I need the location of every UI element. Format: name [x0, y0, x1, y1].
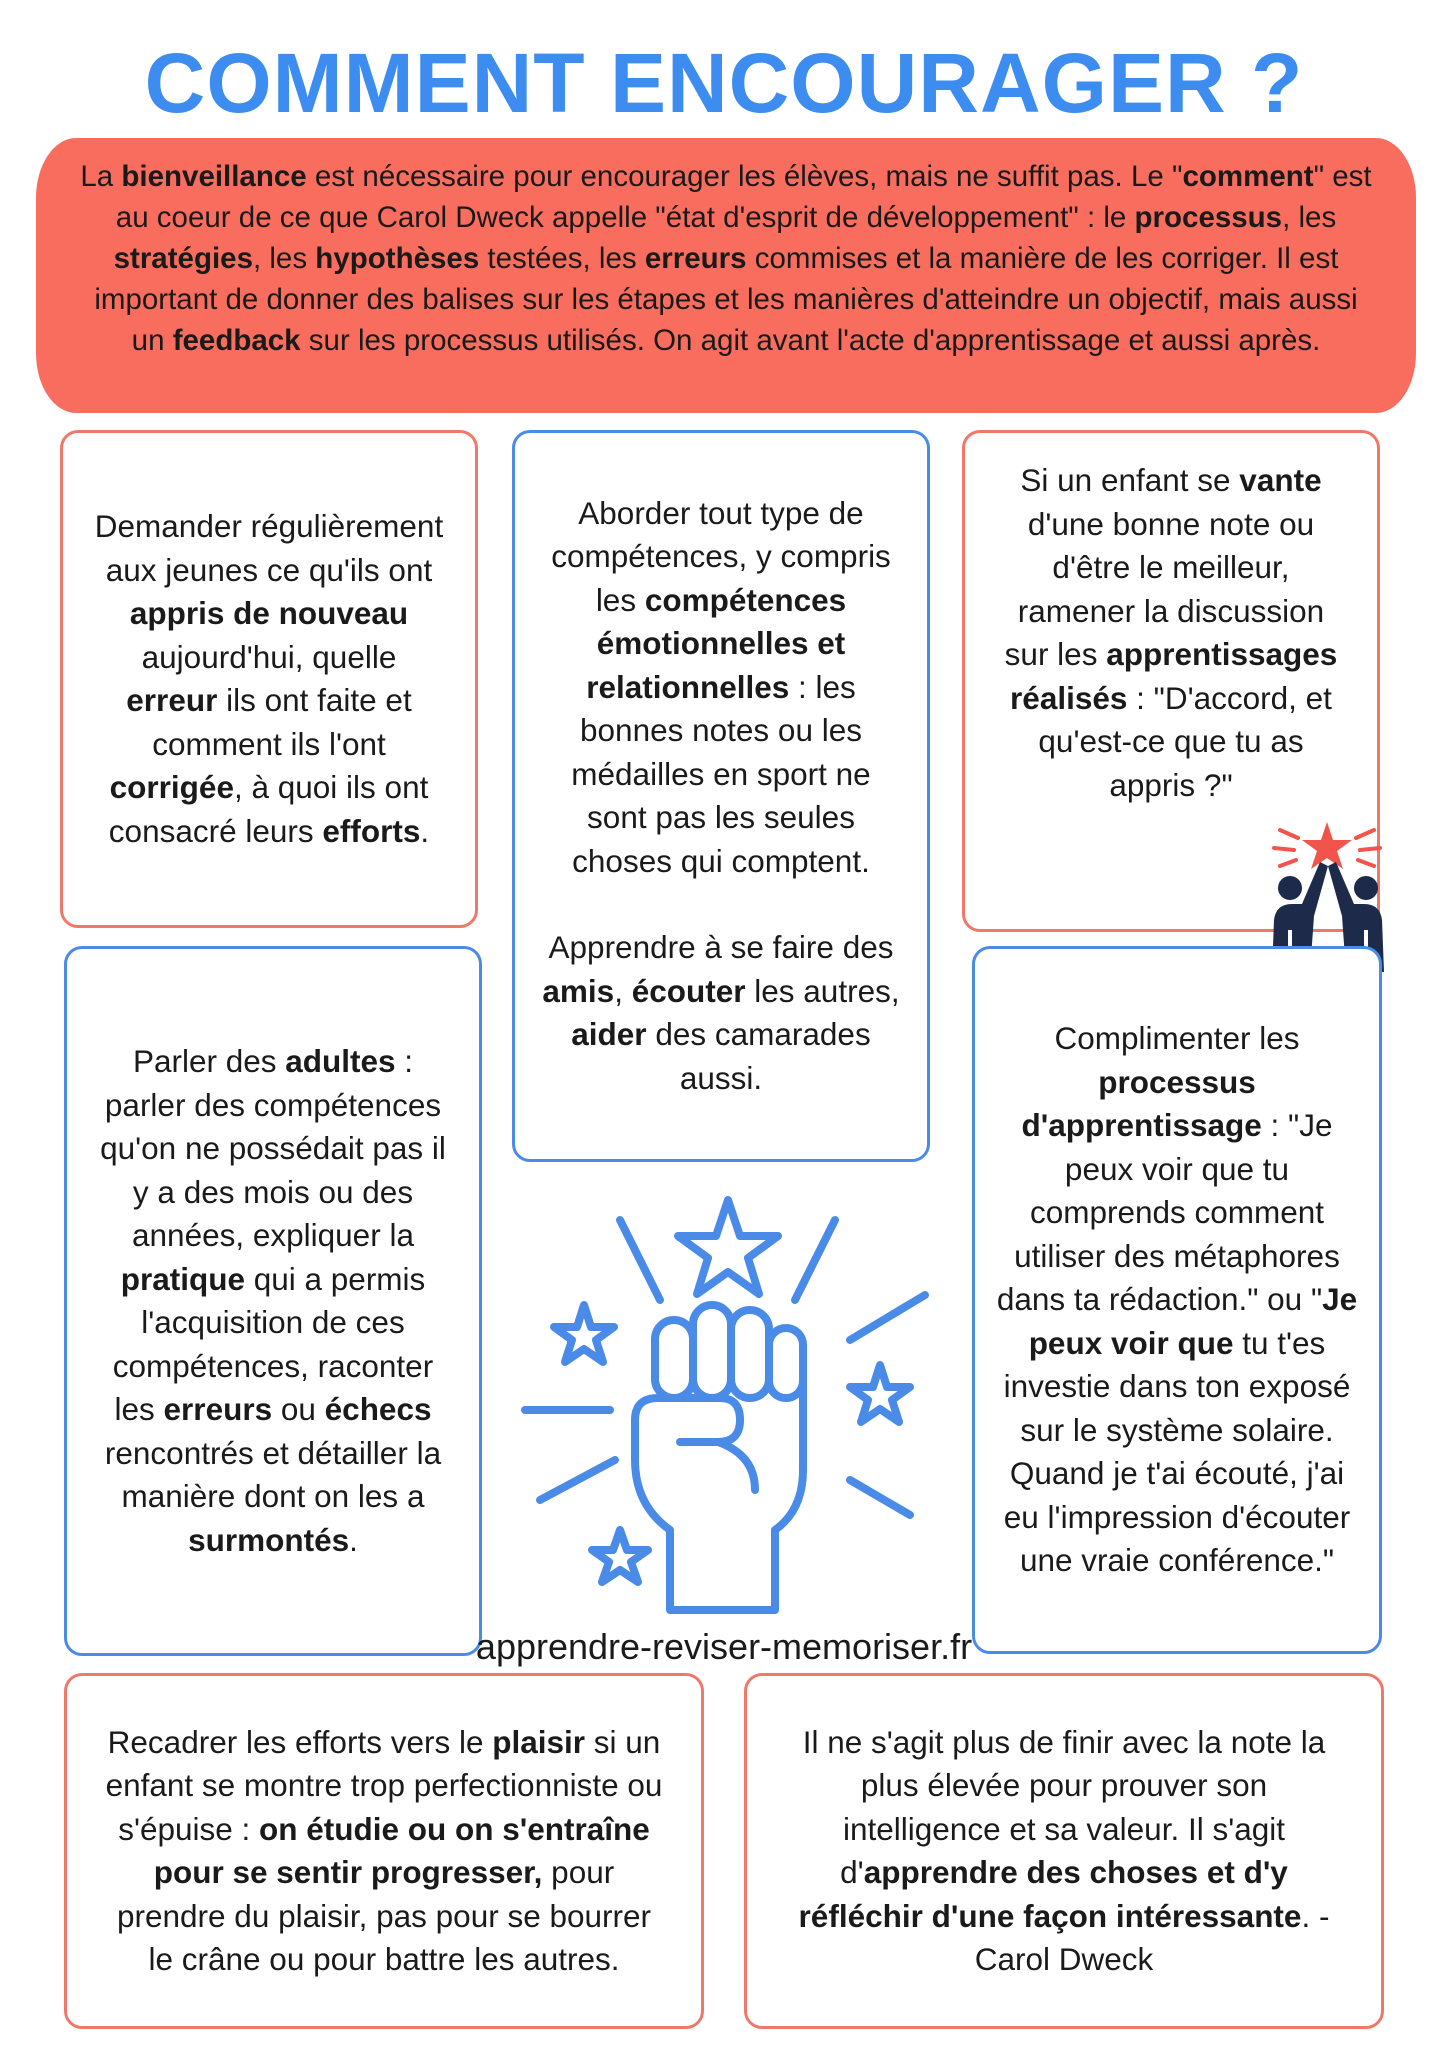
card-text: Complimenter les processus d'apprentissage : "Je peux voir que tu comprends comment utiliser des métaphores dans ta rédaction." ou "Je peux voir que tu t'es investie dans ton exposé sur le système solaire. Quand je t'ai écouté, j'ai eu l'impression d'écouter une vraie conférence.": [996, 1020, 1358, 1579]
intro-banner: La bienveillance est nécessaire pour encourager les élèves, mais ne suffit pas. Le "comment" est au coeur de ce que Carol Dweck appelle "état d'esprit de développement" : le processus, les stratégies, les hypothèses testées, les erreurs commises et la manière de les corriger. Il est important de donner des balises sur les étapes et les manières d'atteindre un objectif, mais aussi un feedback sur les processus utilisés. On agit avant l'acte d'apprentissage et aussi après.: [36, 138, 1416, 413]
card-text: Si un enfant se vante d'une bonne note ou d'être le meilleur, ramener la discussion sur les apprentissages réalisés : "D'accord, et qu'est-ce que tu as appris ?": [1004, 462, 1338, 803]
card-adults: [64, 946, 482, 1656]
card-all-competences: [512, 430, 930, 1162]
card-pleasure: [64, 1673, 704, 2029]
card-learned-today: [60, 430, 478, 928]
card-text: Aborder tout type de compétences, y compris les compétences émotionnelles et relationnelles : les bonnes notes ou les médailles en sport ne sont pas les seules choses qui comptent. Apprendre à se faire des amis, écouter les autres, aider des camarades aussi.: [542, 494, 900, 1096]
card-text: Parler des adultes : parler des compétences qu'on ne possédait pas il y a des mois ou des années, expliquer la pratique qui a permis l'acquisition de ces compétences, raconter les erreurs ou échecs rencontrés et détailler la manière dont on les a surmontés.: [100, 1043, 446, 1558]
card-carol-dweck-quote: [744, 1673, 1384, 2029]
website-url: apprendre-reviser-memoriser.fr: [475, 1626, 973, 1667]
page-title: COMMENT ENCOURAGER ?: [144, 36, 1304, 130]
card-text: Demander régulièrement aux jeunes ce qu'ils ont appris de nouveau aujourd'hui, quelle erreur ils ont faite et comment ils l'ont corrigée, à quoi ils ont consacré leurs efforts.: [94, 508, 444, 849]
card-text: Il ne s'agit plus de finir avec la note la plus élevée pour prouver son intelligence et sa valeur. Il s'agit d'apprendre des choses et d'y réfléchir d'une façon intéressante. - Carol Dweck: [798, 1723, 1330, 1977]
raised-fist-stars-icon: [520, 1180, 940, 1620]
card-compliment-process: [972, 946, 1382, 1654]
card-text: Recadrer les efforts vers le plaisir si un enfant se montre trop perfectionniste ou s'épuise : on étudie ou on s'entraîne pour se sentir progresser, pour prendre du plaisir, pas pour se bourrer le crâne ou pour battre les autres.: [105, 1723, 663, 1977]
